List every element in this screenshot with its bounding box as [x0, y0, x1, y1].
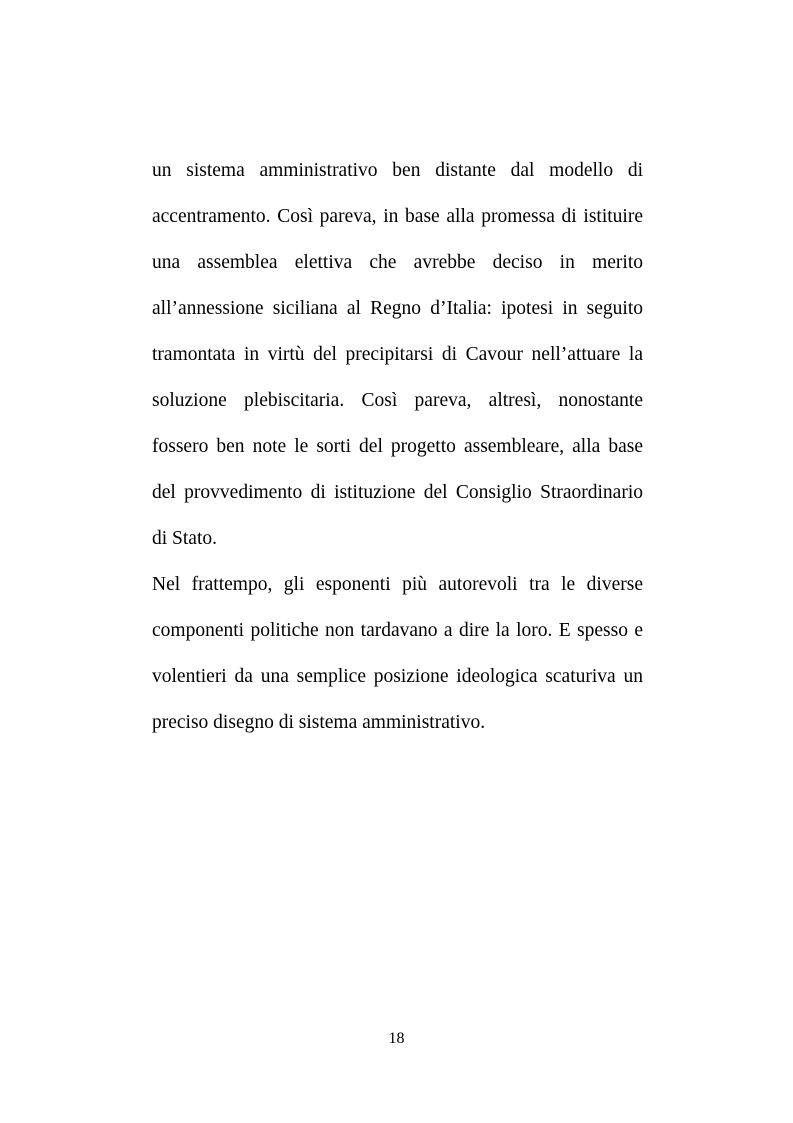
text-line: volentieri da una semplice posizione ideologica scaturiva un — [152, 666, 643, 687]
body-text — [152, 148, 643, 746]
text-line: del provvedimento di istituzione del Consiglio Straordinario — [152, 482, 643, 503]
text-line: preciso disegno di sistema amministrativo. — [152, 712, 486, 733]
paragraph-2 — [152, 562, 643, 746]
text-line: soluzione plebiscitaria. Così pareva, altresì, nonostante — [152, 390, 643, 411]
text-line: all’annessione siciliana al Regno d’Italia: ipotesi in seguito — [152, 298, 643, 319]
text-line: un sistema amministrativo ben distante dal modello di — [152, 160, 643, 181]
text-line: Nel frattempo, gli esponenti più autorevoli tra le diverse — [152, 574, 643, 595]
text-line: una assemblea elettiva che avrebbe deciso in merito — [152, 252, 643, 273]
text-line: componenti politiche non tardavano a dire la loro. E spesso e — [152, 620, 643, 641]
text-line: di Stato. — [152, 528, 218, 549]
text-line: accentramento. Così pareva, in base alla promessa di istituire — [152, 206, 643, 227]
text-line: tramontata in virtù del precipitarsi di Cavour nell’attuare la — [152, 344, 643, 365]
page-number: 18 — [388, 1030, 405, 1047]
text-line: fossero ben note le sorti del progetto assembleare, alla base — [152, 436, 643, 457]
paragraph-1 — [152, 148, 643, 562]
